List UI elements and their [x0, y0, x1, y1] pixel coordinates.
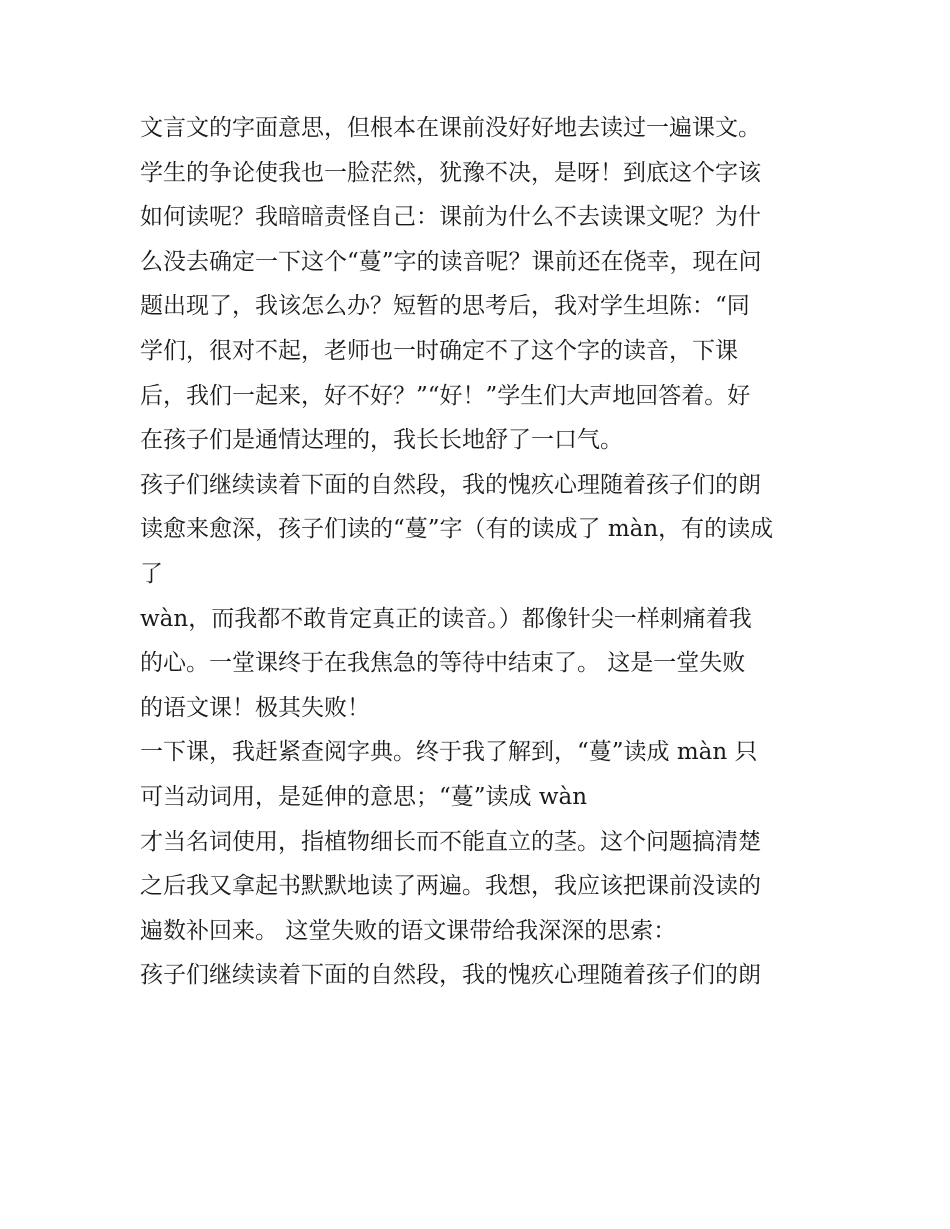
text-line: 的心。一堂课终于在我焦急的等待中结束了。 这是一堂失败 [140, 650, 746, 677]
text-line: 么没去确定一下这个“蔓”字的读音呢？课前还在侥幸，现在问 [140, 248, 762, 275]
document-body [140, 106, 830, 998]
text-line: 学们，很对不起，老师也一时确定不了这个字的读音，下课 [140, 337, 738, 364]
text-line: 如何读呢？我暗暗责怪自己：课前为什么不去读课文呢？为什 [140, 204, 761, 231]
text-line: 之后我又拿起书默默地读了两遍。我想，我应该把课前没读的 [140, 873, 761, 900]
text-line: 才当名词使用，指植物细长而不能直立的茎。这个问题搞清楚 [140, 828, 761, 855]
text-line: 可当动词用，是延伸的意思；“蔓”读成 wàn [140, 783, 588, 810]
text-line: 的语文课！极其失败！ [140, 694, 370, 721]
text-line: 学生的争论使我也一脸茫然，犹豫不决，是呀！到底这个字该 [140, 159, 761, 186]
text-line: 孩子们继续读着下面的自然段，我的愧疚心理随着孩子们的朗 [140, 962, 761, 989]
text-line: 孩子们继续读着下面的自然段，我的愧疚心理随着孩子们的朗 [140, 471, 761, 498]
text-line: 遍数补回来。 这堂失败的语文课带给我深深的思索： [140, 917, 677, 944]
text-line: 读愈来愈深，孩子们读的“蔓”字（有的读成了 màn，有的读成 [140, 516, 774, 543]
text-line: wàn，而我都不敢肯定真正的读音。）都像针尖一样刺痛着我 [140, 605, 752, 632]
text-line: 一下课，我赶紧查阅字典。终于我了解到，“蔓”读成 màn 只 [140, 739, 758, 766]
text-line: 文言文的字面意思，但根本在课前没好好地去读过一遍课文。 [140, 115, 761, 141]
text-line: 后，我们一起来，好不好？”“好！”学生们大声地回答着。好 [140, 382, 751, 409]
text-line: 在孩子们是通情达理的，我长长地舒了一口气。 [140, 427, 623, 454]
text-line: 了 [140, 560, 163, 587]
text-line: 题出现了，我该怎么办？短暂的思考后，我对学生坦陈：“同 [140, 293, 750, 320]
